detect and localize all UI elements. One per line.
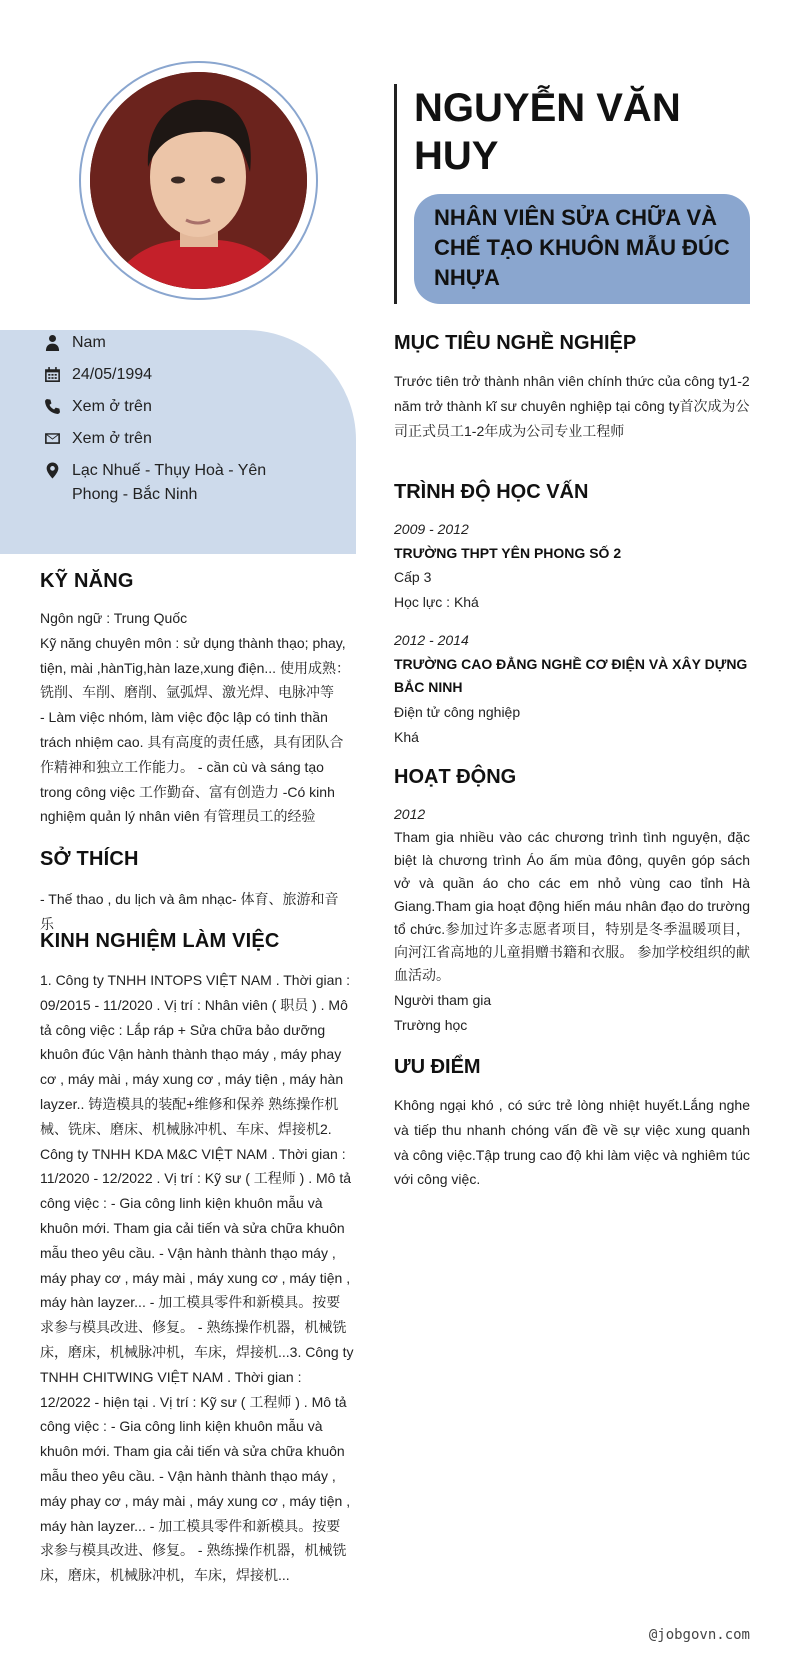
education-school-1: TRƯỜNG THPT YÊN PHONG SỐ 2	[394, 545, 622, 561]
name-accent-bar	[394, 84, 397, 304]
activities-year: 2012	[394, 806, 426, 822]
birthday-text: 24/05/1994	[72, 366, 153, 383]
strengths-title: ƯU ĐIỂM	[394, 1056, 481, 1078]
education-detail-2b: Khá	[394, 729, 419, 745]
objective-title: MỤC TIÊU NGHỀ NGHIỆP	[394, 332, 637, 354]
strengths-text: Không ngại khó , có sức trẻ lòng nhiệt huyết.Lắng nghe và tiếp thu nhanh chóng vấn đề về sự việc xung quanh và công việc.Tập trung cao độ khi làm việc và nghiêm túc với công việc.	[394, 1097, 750, 1188]
job-title: NHÂN VIÊN SỬA CHỮA VÀ CHẾ TẠO KHUÔN MẪU ĐÚC NHỰA	[434, 205, 730, 290]
education-detail-2a: Điện tử công nghiệp	[394, 704, 521, 720]
education-period-1: 2009 - 2012	[394, 521, 469, 537]
contact-address	[42, 459, 272, 507]
footer-brand: @jobgovn.com	[648, 1627, 750, 1643]
contact-email	[42, 427, 272, 451]
education-school-2: TRƯỜNG CAO ĐẲNG NGHỀ CƠ ĐIỆN VÀ XÂY DỰNG BẮC NINH	[394, 656, 748, 695]
activities-title: HOẠT ĐỘNG	[394, 766, 517, 788]
experience-text: 1. Công ty TNHH INTOPS VIỆT NAM . Thời gian : 09/2015 - 11/2020 . Vị trí : Nhân viên ( 职员 ) . Mô tả công việc : Lắp ráp + Sửa chữa bảo dưỡng khuôn đúc Vận hành thành thạo máy , máy phay cơ , máy mài , máy xung cơ , máy tiện , máy hàn layzer.. 铸造模具的装配+维修和保养 熟练操作机械、铣床、磨床、机械脉冲机、车床、焊接机2. Công ty TNHH KDA M&C VIỆT NAM . Thời gian : 11/2020 - 12/2022 . Vị trí : Kỹ sư ( 工程师 ) . Mô tả công việc : - Gia công linh kiện khuôn mẫu và khuôn mới. Tham gia cải tiến và sửa chữa khuôn mẫu theo yêu cầu. - Vận hành thành thạo máy , máy phay cơ , máy mài , máy xung cơ , máy tiện , máy hàn layzer... - 加工模具零件和新模具。按要求参与模具改进、修复。 - 熟练操作机器，机械铣床，磨床，机械脉冲机，车床，焊接机...3. Công ty TNHH CHITWING VIỆT NAM . Thời gian : 12/2022 - hiện tại . Vị trí : Kỹ sư ( 工程师 ) . Mô tả công việc : - Gia công linh kiện khuôn mẫu và khuôn mới. Tham gia cải tiến và sửa chữa khuôn mẫu theo yêu cầu. - Vận hành thành thạo máy , máy phay cơ , máy mài , máy xung cơ , máy tiện , máy hàn layzer... - 加工模具零件和新模具。按要求参与模具改进、修复。 - 熟练操作机器，机械铣床，磨床，机械脉冲机，车床，焊接机...	[40, 972, 354, 1584]
hobbies-text: - Thế thao , du lịch và âm nhạc- 体育、旅游和音乐	[40, 891, 339, 932]
activities-text: Tham gia nhiều vào các chương trình tình nguyện, đặc biệt là chương trình Áo ấm mùa đông, quyên góp sách vở và quần áo cho các em nhỏ vùng cao tỉnh Hà Giang.Tham gia hoạt động hiến máu nhân đạo do trường tổ chức.参加过许多志愿者项目，特别是冬季温暖项目，向河江省高地的儿童捐赠书籍和衣服。 参加学校组织的献血活动。	[394, 829, 750, 983]
email-icon	[42, 428, 62, 448]
education-title: TRÌNH ĐỘ HỌC VẤN	[394, 481, 589, 503]
location-icon	[42, 460, 62, 480]
gender-text: Nam	[72, 334, 106, 351]
calendar-icon	[42, 364, 62, 384]
address-text: Lạc Nhuế - Thụy Hoà - Yên Phong - Bắc Ninh	[72, 462, 267, 503]
education-period-2: 2012 - 2014	[394, 632, 469, 648]
phone-icon	[42, 396, 62, 416]
activities-role: Người tham gia	[394, 992, 492, 1008]
contact-phone	[42, 395, 272, 419]
avatar-frame	[79, 61, 318, 300]
objective-text: Trước tiên trở thành nhân viên chính thức của công ty1-2 năm trở thành kĩ sư chuyên nghiệp tại công ty首次成为公司正式员工1-2年成为公司专业工程师	[394, 373, 750, 439]
avatar	[90, 72, 307, 289]
education-detail-1a: Cấp 3	[394, 569, 432, 585]
contact-gender	[42, 331, 272, 355]
avatar-portrait	[90, 72, 307, 289]
job-title-box	[414, 194, 750, 304]
skills-title: KỸ NĂNG	[40, 570, 134, 592]
person-icon	[42, 332, 62, 352]
skills-text: Ngôn ngữ : Trung Quốc Kỹ năng chuyên môn : sử dụng thành thạo; phay, tiện, mài ,hànTig,hàn laze,xung điện... 使用成熟：铣削、车削、磨削、氩弧焊、激光焊、电脉冲等 - Làm việc nhóm, làm việc độc lập có tinh thần trách nhiệm cao. 具有高度的责任感，具有团队合作精神和独立工作能力。 - cần cù và sáng tạo trong công việc 工作勤奋、富有创造力 -Có kinh nghiệm quản lý nhân viên 有管理员工的经验	[40, 610, 350, 825]
contact-birthday	[42, 363, 272, 387]
education-detail-1b: Học lực : Khá	[394, 594, 479, 610]
activities-org: Trường học	[394, 1017, 468, 1033]
candidate-name: NGUYỄN VĂN HUY	[414, 86, 681, 178]
experience-title: KINH NGHIỆM LÀM VIỆC	[40, 930, 280, 952]
hobbies-title: SỞ THÍCH	[40, 848, 139, 870]
email-text: Xem ở trên	[72, 430, 152, 447]
phone-text: Xem ở trên	[72, 398, 152, 415]
